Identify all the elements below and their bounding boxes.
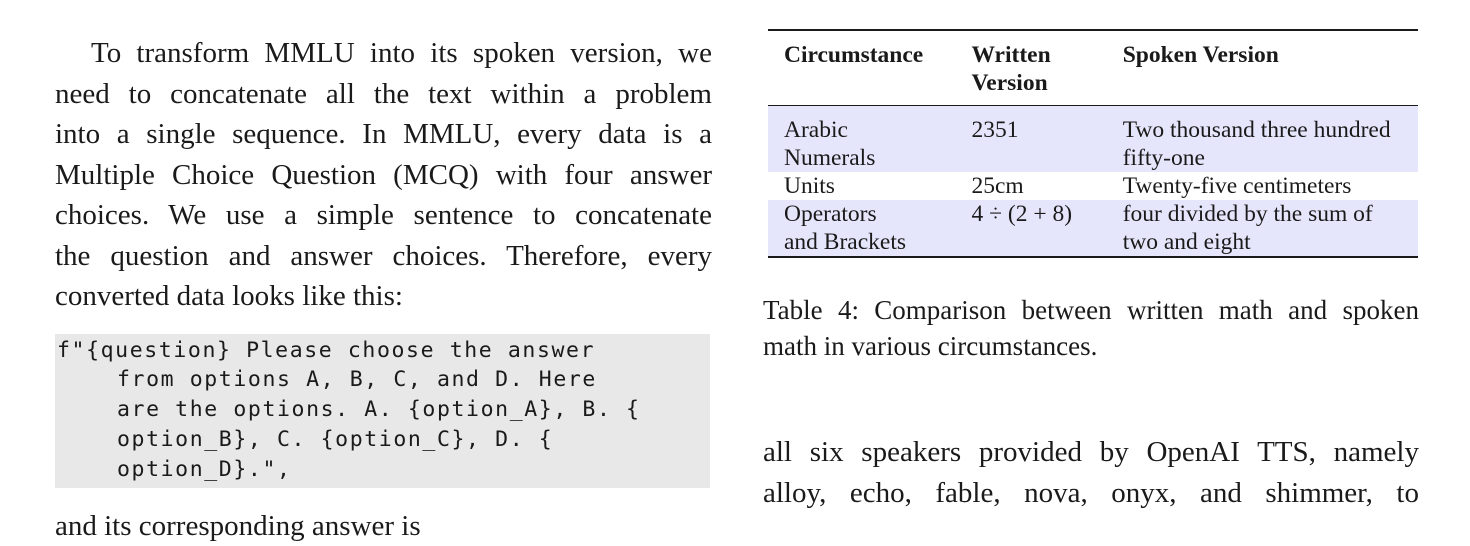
cell-spoken: four divided by the sum of two and eight [1123,200,1418,256]
table-caption [763,292,1419,364]
cut-off-text-line: and its corresponding answer is [55,510,421,542]
cell-circumstance: Arabic Numerals [768,106,971,173]
paragraph-line: into a single sequence. In MMLU, every data is a [55,118,712,150]
code-block [55,334,710,489]
cell-written: 2351 [971,106,1122,173]
header-circumstance: Circumstance [768,31,971,106]
left-column [55,33,712,488]
paragraph-line: all six speakers provided by OpenAI TTS, namely [763,436,1419,468]
cell-spoken: Two thousand three hundred fifty-one [1123,106,1418,173]
paragraph-line: alloy, echo, fable, nova, onyx, and shimmer, to [763,476,1419,509]
code-line: from options A, B, C, and D. Here [117,367,597,393]
table-row [768,200,1418,256]
table-header-row [768,31,1418,106]
paragraph-line: To transform MMLU into its spoken version, we [91,37,712,69]
comparison-table [768,29,1418,258]
paragraph-line: the question and answer choices. Therefore, every [55,239,712,272]
caption-line: math in various circumstances. [763,331,1098,361]
code-line: option_D}.", [117,456,292,482]
paragraph-line: choices. We use a simple sentence to concatenate [55,199,712,231]
paragraph-line: Multiple Choice Question (MCQ) with four answer [55,158,712,191]
body-paragraph [55,33,712,317]
cell-circumstance: Units [784,173,835,199]
table-row [768,106,1418,173]
right-paragraph [763,432,1419,513]
cell-circumstance: Operators and Brackets [768,200,971,256]
code-line: are the options. A. {option_A}, B. { [117,397,641,423]
cell-written: 4 ÷ (2 + 8) [971,200,1122,256]
code-line: f"{question} Please choose the answer [57,337,596,363]
paragraph-line: need to concatenate all the text within a problem [55,77,712,110]
cell-spoken: Twenty-five centimeters [1122,173,1352,199]
paragraph-line: converted data looks like this: [55,280,403,312]
cell-written: 25cm [971,173,1024,199]
caption-line: Table 4: Comparison between written math and spoken [763,295,1419,325]
table-row [768,172,1418,200]
code-line: option_B}, C. {option_C}, D. { [117,426,554,452]
header-spoken-version: Spoken Version [1123,31,1418,106]
header-written-version: Written Version [971,31,1122,106]
